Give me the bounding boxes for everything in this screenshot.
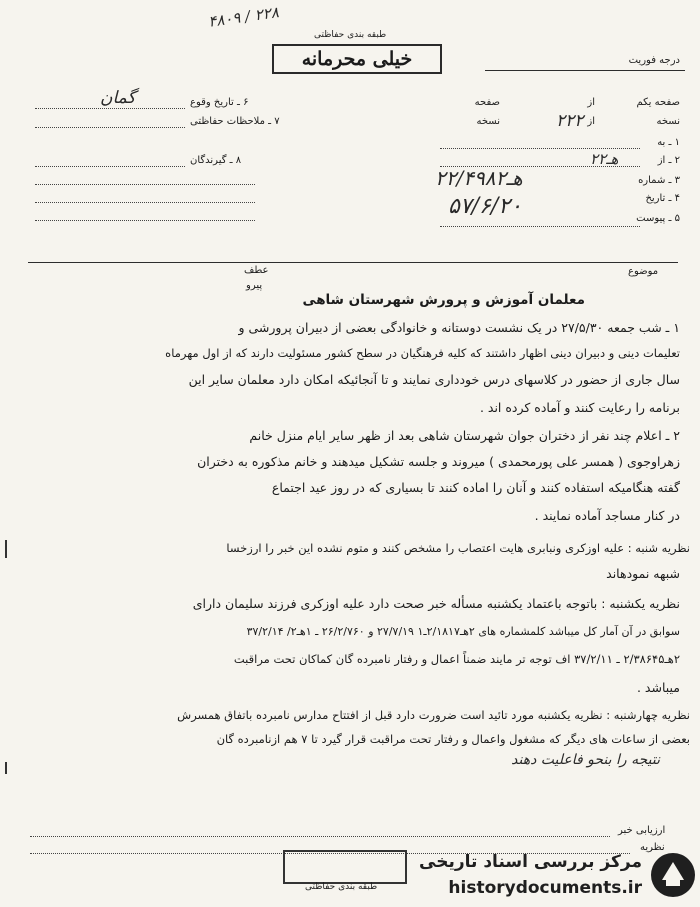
line3-number-value: ۲هـ۲/۴۹۸۲ <box>435 166 523 190</box>
logo-url-text: historydocuments.ir <box>448 878 642 898</box>
eval-label: ارزیابی خبر <box>618 825 666 836</box>
line4-date: ۴ ـ تاریخ <box>645 193 680 204</box>
body-line: بعضی از ساعات های دیگر که مشغول واعمال و رفتار تحت مراقبت قرار گیرد تا ۷ هم ازنامبرده گان <box>216 732 690 746</box>
page-label: صفحه یکم <box>636 97 680 108</box>
stamp-main-text: خیلی محرمانه <box>272 44 442 74</box>
document-title: معلمان آموزش و پرورش شهرستان شاهی <box>302 292 585 308</box>
side-note-top: عطف <box>244 265 269 276</box>
body-line: نظریه یکشنبه : باتوجه باعتماد یکشنبه مسأله خبر صحت دارد علیه اوزکری فرزند سلیمان دارای <box>192 596 680 611</box>
body-line: ۲ ـ اعلام چند نفر از دختران جوان شهرستان شاهی بعد از ظهر سایر ایام منزل خانم <box>249 428 680 443</box>
body-line: در کنار مساجد آماده نمایند . <box>534 508 680 523</box>
body-line: ۲هـ۲/۳۸۶۴۵ ـ ۳۷/۲/۱۱ اف توجه تر مایند ضمناً اعمال و رفتار نامبرده گان کماکان تحت مراقبت <box>233 652 680 666</box>
line6-date-label: ۶ ـ تاریخ وقوع <box>190 97 249 108</box>
classification-stamp <box>272 30 440 80</box>
copy-label: نسخه <box>656 116 680 127</box>
margin-mark <box>5 762 7 774</box>
line2-from-value: ۲هـ۲ <box>590 150 619 168</box>
body-line: نظریه چهارشنبه : نظریه یکشنبه مورد تائید است ضرورت دارد قبل از افتتاح مدارس نامبرده باتفاق همسرش <box>177 708 690 722</box>
line3-number: ۳ ـ شماره <box>638 175 680 186</box>
body-line: تعلیمات دینی و دبیران دینی اظهار داشتند که کلیه فرهنگیان در سطح کشور مسئولیت دارند که از اول مهرماه <box>165 346 680 360</box>
body-line: میباشد . <box>636 680 680 695</box>
margin-mark <box>5 540 7 558</box>
line2-from: ۲ ـ از <box>657 155 680 166</box>
body-line-handwritten: نتیجه را بنحو فاعلیت دهند <box>511 752 660 768</box>
line1-to: ۱ ـ به <box>657 137 680 148</box>
copy-total-word: نسخه <box>476 116 500 127</box>
side-note-bottom: پیرو <box>246 280 263 291</box>
body-line: برنامه را رعایت کنند و آماده کرده اند . <box>479 400 680 415</box>
line7-notes-label: ۷ ـ ملاحظات حفاظتی <box>190 116 280 127</box>
body-line: نظریه شنبه : علیه اوزکری ونبابری هایت اعتصاب را مشخص کنند و متوم نشده این خبر را ارزخسا <box>226 541 690 555</box>
logo-fa-text: مرکز بررسی اسناد تاریخی <box>419 852 642 872</box>
line8-recipients-label: ۸ ـ گیرندگان <box>190 155 242 166</box>
urgency-label: درجه فوریت <box>628 55 680 66</box>
body-line: زهراوجوی ( همسر علی پورمحمدی ) میروند و جلسه تشکیل میدهند و خانم مذکوره به دختران <box>197 454 680 469</box>
bottom-stamp-box <box>283 850 407 884</box>
line5-attachment: ۵ ـ پیوست <box>636 213 680 224</box>
line6-value: گمان <box>100 88 136 108</box>
body-line: شبهه نمودهاند <box>606 566 680 581</box>
page-total-word: صفحه <box>474 97 500 108</box>
body-line: گفته هنگامیکه استفاده کنند و آنان را اماده کنند تا بسیاری که در روز عید اجتماع <box>271 480 680 495</box>
logo-emblem-icon <box>648 850 698 900</box>
history-documents-logo <box>412 846 698 904</box>
handwritten-archive-number: ۴۸۰۹ / ۲۲۸ <box>207 3 280 31</box>
copy-of: از <box>587 116 595 127</box>
subject-label: موضوع <box>628 266 659 277</box>
body-line: سال جاری از حضور در کلاسهای درس خودداری نمایند و تا آنجائیکه امکان دارد معلمان سایر این <box>188 372 680 387</box>
page-of: از <box>587 97 595 108</box>
body-line: ۱ ـ شب جمعه ۲۷/۵/۳۰ در یک نشست دوستانه و خانوادگی بعضی از دبیران پرورشی و <box>238 320 680 335</box>
copy-number: ۲۲۲ <box>556 111 584 131</box>
body-line: سوابق در آن آمار کل میباشد کلمشماره های ۲هـ۲/۱۸۱۷ـ۱ ۲۷/۷/۱۹ و ۲۶/۲/۷۶۰ ـ ۱هـ۲/ ۳۷/۲/۱۴ <box>246 625 680 638</box>
stamp-top-label: طبقه بندی حفاظتی <box>314 30 387 40</box>
line4-date-value: ۵۷/۶/۲۰ <box>448 194 522 219</box>
opinion-label: نظریه <box>640 842 665 853</box>
bottom-stamp-label: طبقه بندی حفاظتی <box>305 882 378 892</box>
